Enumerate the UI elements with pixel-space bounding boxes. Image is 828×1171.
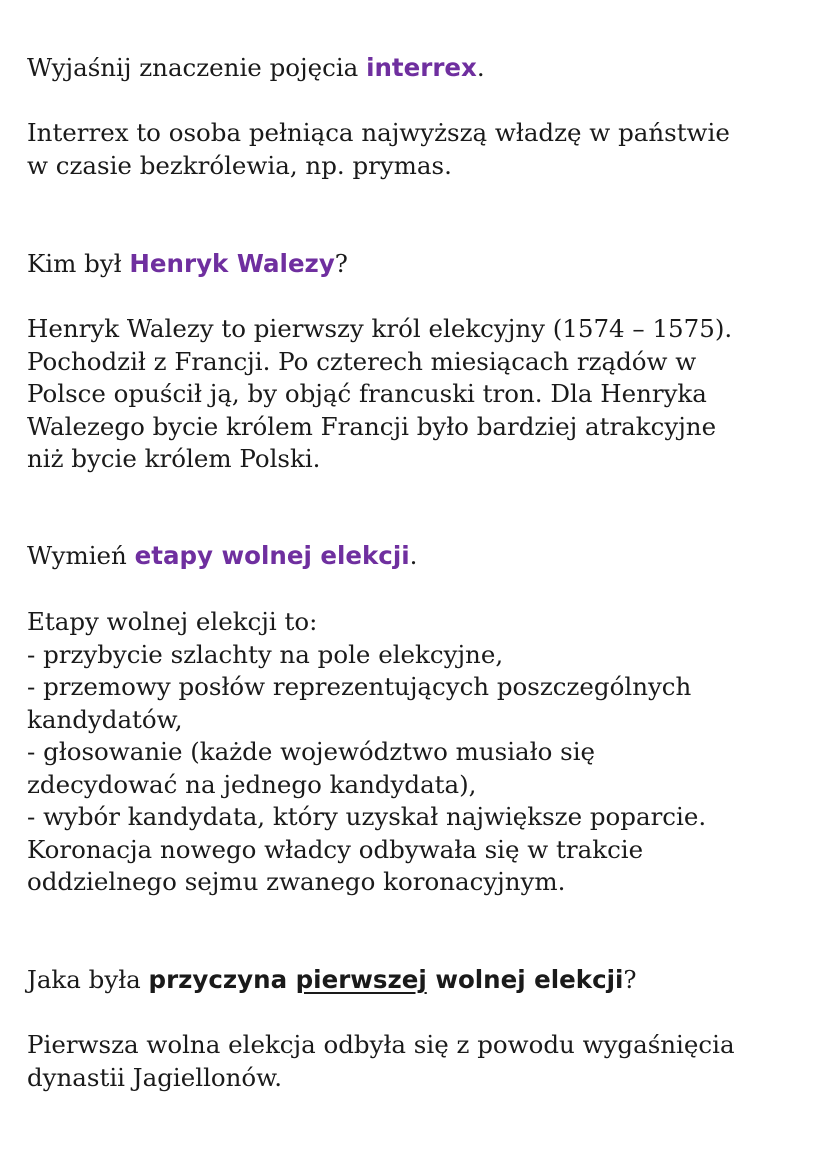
highlighted-term: przyczyna xyxy=(148,965,288,994)
answer-line: Interrex to osoba pełniąca najwyższą władzę w państwie xyxy=(27,118,730,147)
answer-line: Koronacja nowego władcy odbywała się w trakcie xyxy=(27,834,644,864)
answer-line: Walezego bycie królem Francji było bardziej atrakcyjne xyxy=(27,411,717,441)
answer-line: oddzielnego sejmu zwanego koronacyjnym. xyxy=(27,867,566,896)
question-etapy-wolnej-elekcji xyxy=(27,540,417,573)
question-punctuation: . xyxy=(409,541,418,570)
highlighted-term: etapy wolnej elekcji xyxy=(134,541,410,570)
highlighted-term: wolnej elekcji xyxy=(435,965,624,994)
answer-line: w czasie bezkrólewia, np. prymas. xyxy=(27,151,452,180)
answer-line: - przybycie szlachty na pole elekcyjne, xyxy=(27,639,504,669)
question-text: Wyjaśnij znaczenie pojęcia xyxy=(27,53,367,82)
answer-line: Etapy wolnej elekcji to: xyxy=(27,607,318,636)
highlighted-term: interrex xyxy=(366,53,477,82)
answer-line: dynastii Jagiellonów. xyxy=(27,1062,283,1092)
question-text: Kim był xyxy=(27,249,130,278)
answer-line: zdecydować na jednego kandydata), xyxy=(27,769,477,799)
question-text: Wymień xyxy=(27,541,135,570)
answer-line: Henryk Walezy to pierwszy król elekcyjny (1574 – 1575). xyxy=(27,314,733,343)
answer-line: - przemowy posłów reprezentujących poszczególnych xyxy=(27,672,692,701)
highlighted-term: Henryk Walezy xyxy=(129,249,335,278)
answer-line: Polsce opuścił ją, by objąć francuski tron. Dla Henryka xyxy=(27,379,707,408)
answer-line: niż bycie królem Polski. xyxy=(27,444,321,473)
question-interrex xyxy=(27,52,485,85)
question-punctuation: ? xyxy=(334,249,348,278)
question-punctuation: ? xyxy=(623,965,637,994)
answer-line: - głosowanie (każde województwo musiało się xyxy=(27,737,596,766)
underlined-term: pierwszej xyxy=(295,965,427,994)
question-text: Jaka była xyxy=(27,965,149,994)
answer-line: - wybór kandydata, który uzyskał największe poparcie. xyxy=(27,802,707,831)
question-punctuation: . xyxy=(476,53,485,82)
answer-line: Pierwsza wolna elekcja odbyła się z powodu wygaśnięcia xyxy=(27,1030,735,1059)
question-henryk-walezy xyxy=(27,248,348,281)
question-przyczyna-pierwszej-elekcji xyxy=(27,964,637,997)
answer-line: Pochodził z Francji. Po czterech miesiącach rządów w xyxy=(27,346,697,376)
answer-line: kandydatów, xyxy=(27,704,183,734)
